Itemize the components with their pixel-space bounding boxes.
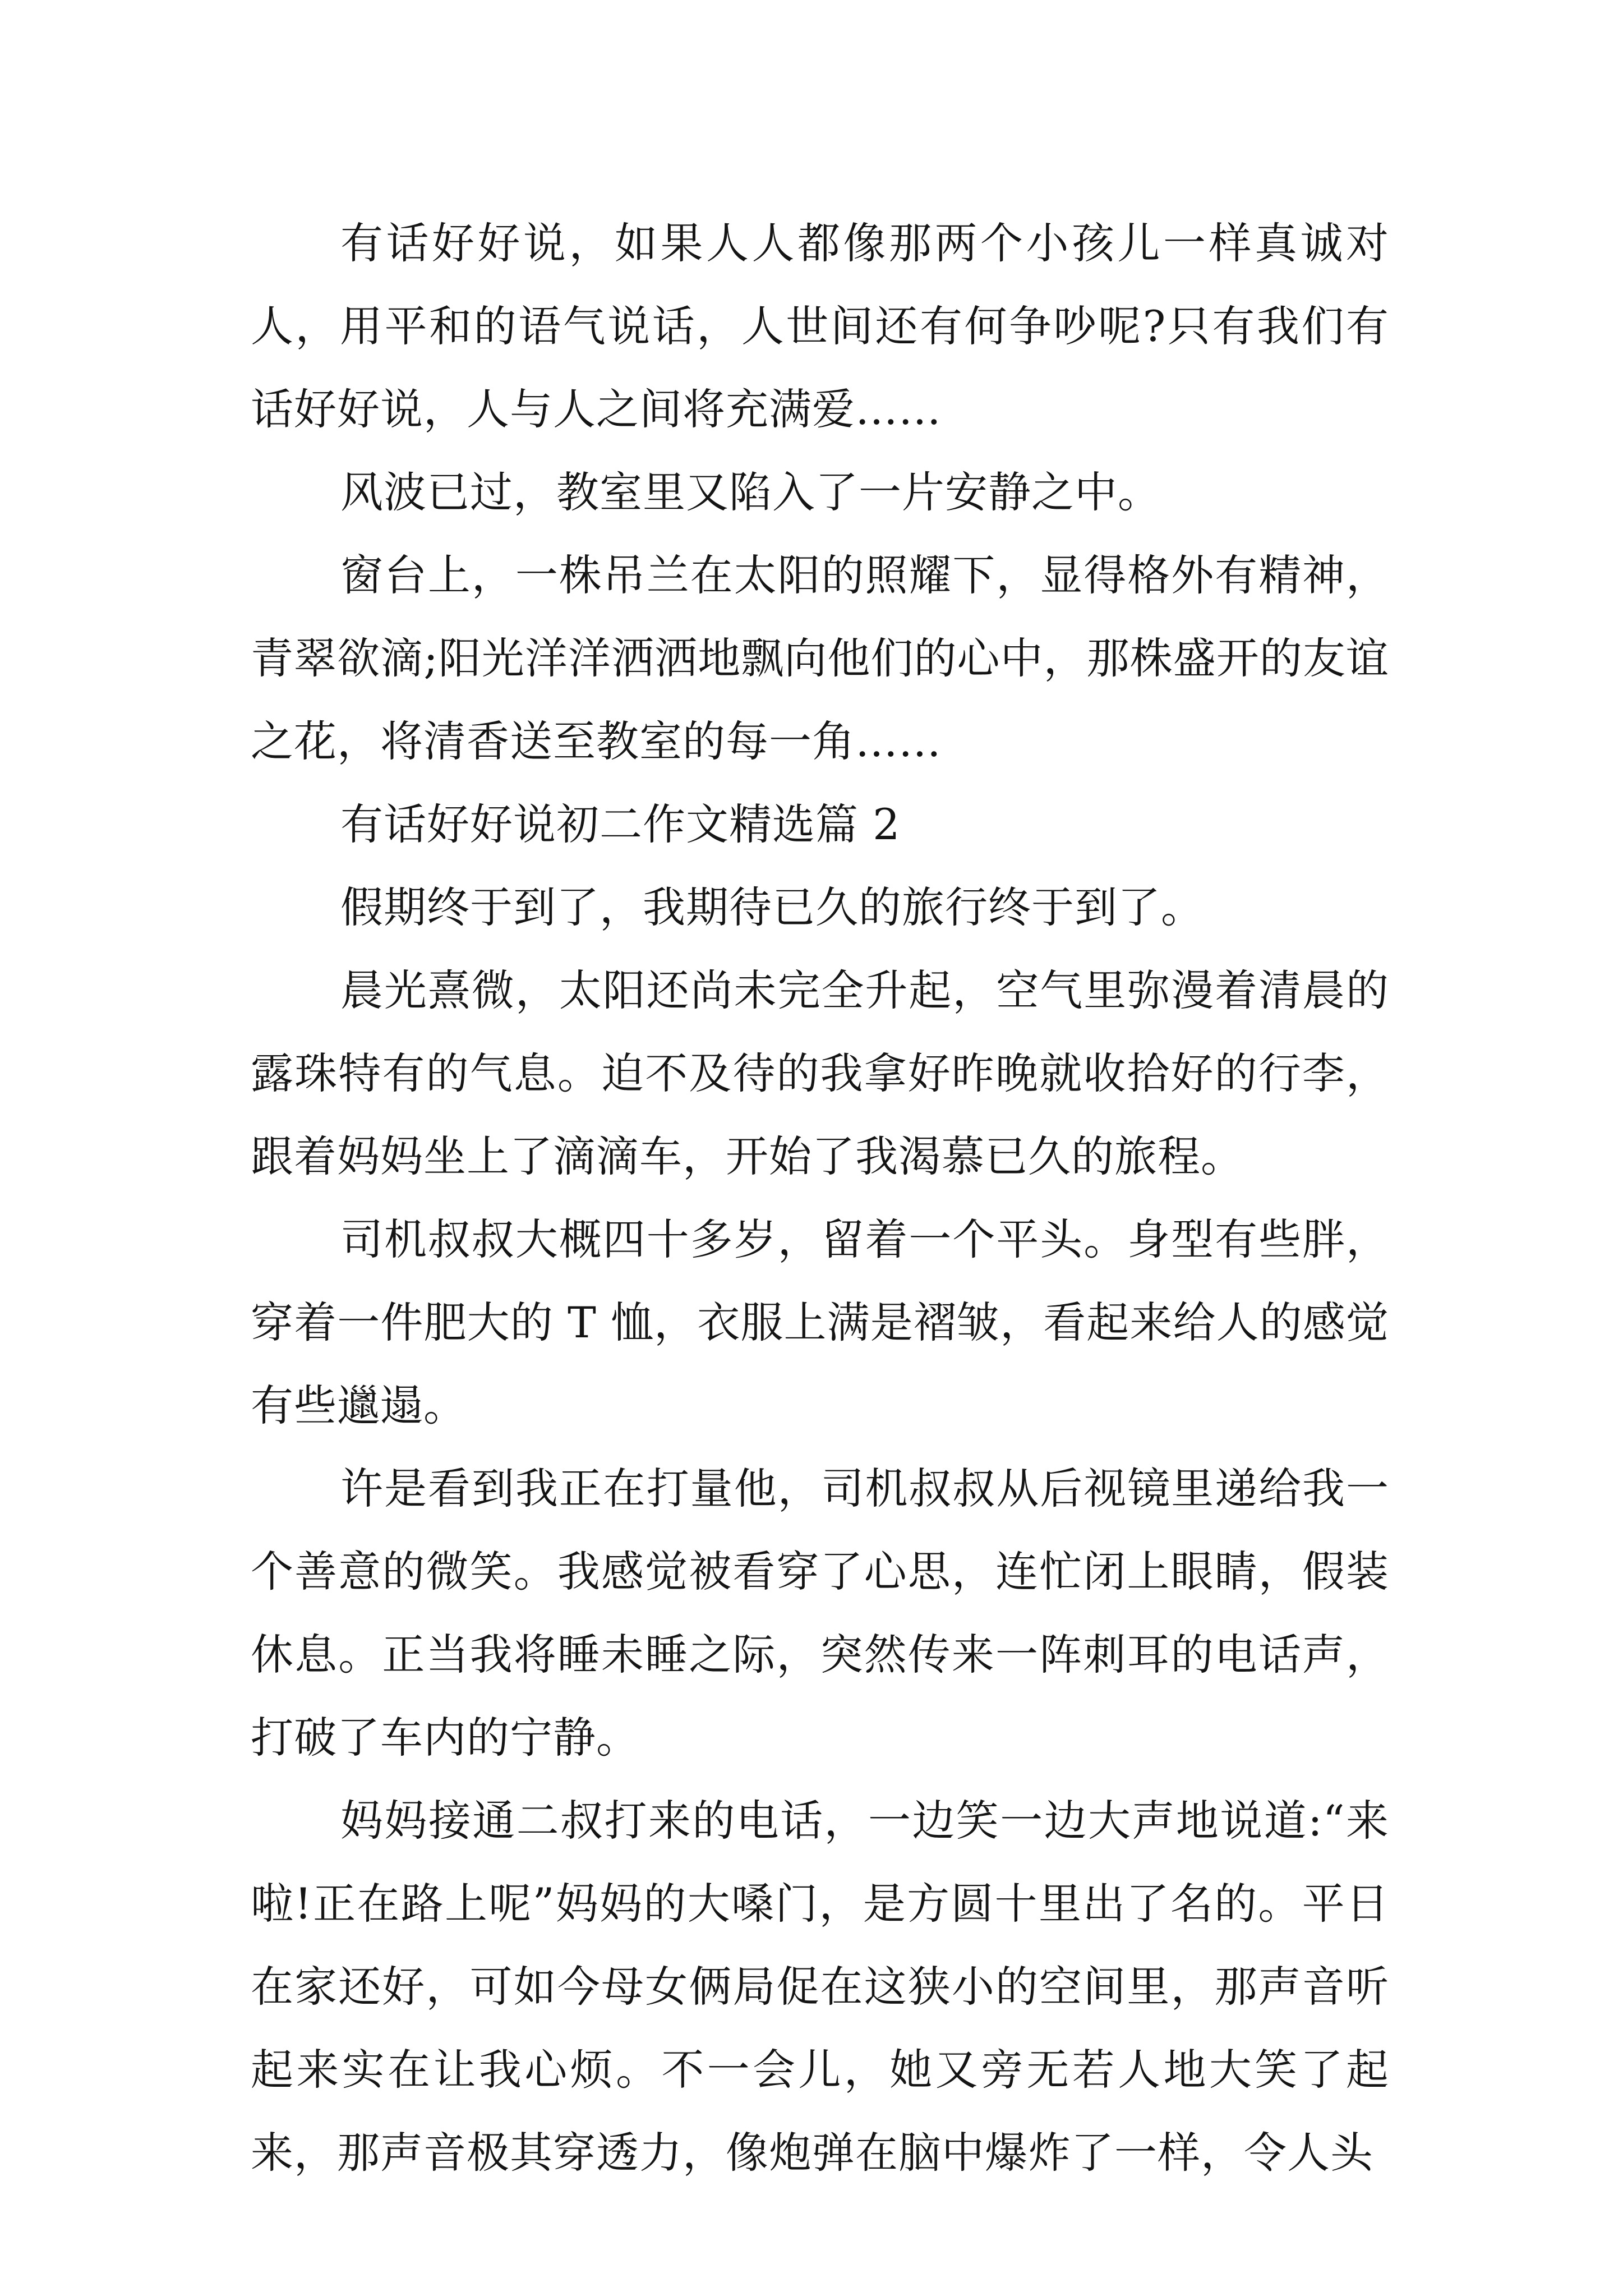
paragraph: 假期终于到了，我期待已久的旅行终于到了。 [340,882,1204,932]
paragraph: 司机叔叔大概四十多岁，留着一个平头。身型有些胖，穿着一件肥大的 T 恤，衣服上满是褶皱，看起来给人的感觉有些邋遢。 [251,1214,1389,1430]
paragraph: 许是看到我正在打量他，司机叔叔从后视镜里递给我一个善意的微笑。我感觉被看穿了心思，连忙闭上眼睛，假装休息。正当我将睡未睡之际，突然传来一阵刺耳的电话声，打破了车内的宁静。 [251,1464,1389,1763]
document-body [251,202,1389,2194]
paragraph: 有话好好说，如果人人都像那两个小孩儿一样真诚对人，用平和的语气说话，人世间还有何争吵呢?只有我们有话好好说，人与人之间将充满爱…… [251,218,1389,434]
section-title: 有话好好说初二作文精选篇 2 [340,799,901,849]
paragraph: 风波已过，教室里又陷入了一片安静之中。 [340,467,1161,517]
paragraph: 窗台上，一株吊兰在太阳的照耀下，显得格外有精神，青翠欲滴;阳光洋洋洒洒地飘向他们的心中，那株盛开的友谊之花，将清香送至教室的每一角…… [251,550,1389,766]
paragraph: 晨光熹微，太阳还尚未完全升起，空气里弥漫着清晨的露珠特有的气息。迫不及待的我拿好昨晚就收拾好的行李，跟着妈妈坐上了滴滴车，开始了我渴慕已久的旅程。 [251,965,1389,1181]
paragraph: 妈妈接通二叔打来的电话，一边笑一边大声地说道:“来啦!正在路上呢”妈妈的大嗓门，是方圆十里出了名的。平日在家还好，可如今母女俩局促在这狭小的空间里，那声音听起来实在让我心烦。不一会儿，她又旁无若人地大笑了起来，那声音极其穿透力，像炮弹在脑中爆炸了一样，令人头 [251,1796,1389,2178]
